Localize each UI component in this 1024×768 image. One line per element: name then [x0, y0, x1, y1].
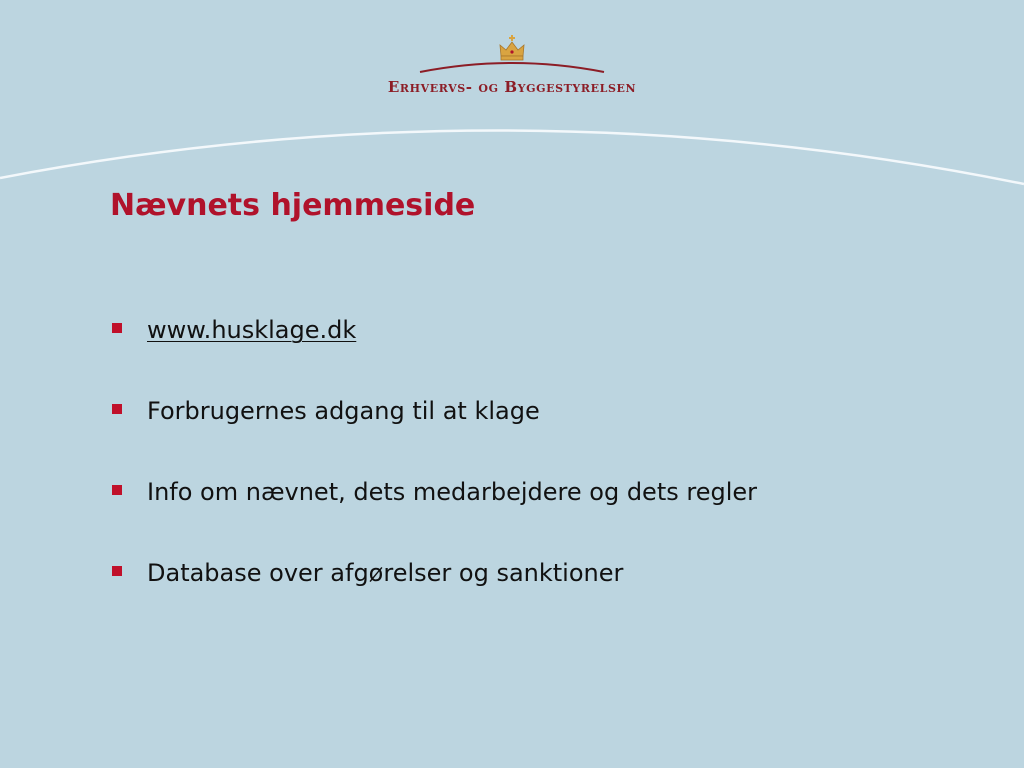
crown-icon — [496, 34, 528, 66]
square-bullet-icon — [112, 485, 122, 495]
slide-title: Nævnets hjemmeside — [110, 188, 476, 223]
website-link[interactable]: www.husklage.dk — [147, 316, 357, 344]
logo-text: Erhvervs- og Byggestyrelsen — [387, 78, 637, 96]
bullet-text: Database over afgørelser og sanktioner — [147, 559, 624, 587]
square-bullet-icon — [112, 323, 122, 333]
agency-logo — [362, 34, 662, 104]
square-bullet-icon — [112, 404, 122, 414]
bullet-text: Info om nævnet, dets medarbejdere og dets regler — [147, 478, 757, 506]
bullet-text: Forbrugernes adgang til at klage — [147, 397, 540, 425]
square-bullet-icon — [112, 566, 122, 576]
